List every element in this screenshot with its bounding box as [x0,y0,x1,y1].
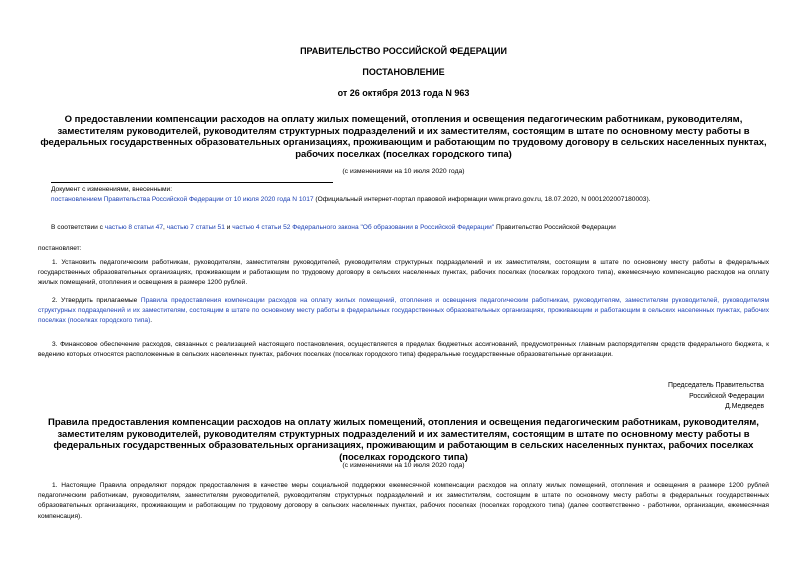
signature-position: Председатель Правительства [668,382,764,389]
clause-2-end: . [150,317,153,325]
intro-paragraph [51,223,771,233]
clause-2-text: 2. Утвердить прилагаемые [52,297,141,304]
changes-note: (с изменениями на 10 июля 2020 года) [342,168,465,175]
doc-changes-block [51,185,771,205]
document-type-heading: ПОСТАНОВЛЕНИЕ [362,67,445,77]
divider [51,182,333,183]
clause-3: 3. Финансовое обеспечение расходов, связанных с реализацией настоящего постановления, осуществляется в пределах бюджетных ассигнований, предусмотренных главным распорядителям средств федерального бюджета, к ведению которых относятся расположенные в сельских населенных пунктах, рабочих поселках (поселках городского типа) федеральные государственные образовательные организации. [38,341,769,359]
rules-changes-note: (с изменениями на 10 июля 2020 года) [342,462,465,469]
intro-text-3: и [224,224,233,231]
intro-text-4: Правительство Российской Федерации [494,224,616,231]
clause-2 [38,296,769,327]
rules-title: Правила предоставления компенсации расходов на оплату жилых помещений, отопления и освещения педагогическим работникам, руководителям, заместителям руководителей, руководителям структурных подразделений и их заместителям, состоящим в штате по основному месту работы в федеральных государственных образовательных организациях, проживающим и работающим в сельских населенных пунктах, рабочих поселках (поселках городского типа) [48,417,759,463]
signature-block [668,381,764,413]
document-title: О предоставлении компенсации расходов на оплату жилых помещений, отопления и освещения педагогическим работникам, руководителям, заместителям руководителей, руководителям структурных подразделений и их заместителям, состоящим в штате по основному месту работы в федеральных государственных образовательных организациях, проживающим и работающим по трудовому договору в сельских населенных пунктах, рабочих поселках (поселках городского типа) [40,114,767,160]
law-link-art52[interactable]: частью 4 статьи 52 Федерального закона "Об образовании в Российской Федерации" [232,224,495,231]
clause-1: 1. Установить педагогическим работникам, руководителям, заместителям руководителей, руководителям структурных подразделений и их заместителям, состоящим в штате по основному месту работы в федеральных государственных образовательных организациях, проживающим и работающим по трудовому договору в сельских населенных пунктах, рабочих поселках (поселках городского типа), ежемесячную компенсацию расходов на оплату жилых помещений, отопления и освещения в размере 1200 рублей. [38,259,769,287]
amendment-link[interactable]: постановлением Правительства Российской Федерации от 10 июля 2020 года N 1017 [51,196,314,204]
government-heading: ПРАВИТЕЛЬСТВО РОССИЙСКОЙ ФЕДЕРАЦИИ [300,46,507,56]
resolves-label: постановляет: [38,245,82,252]
doc-changes-label: Документ с изменениями, внесенными: [51,186,173,193]
amendment-source: (Официальный интернет-портал правовой информации www.pravo.gov.ru, 18.07.2020, N 0001202007180003). [313,196,651,204]
document-date-heading: от 26 октября 2013 года N 963 [337,88,470,98]
rules-clause-1: 1. Настоящие Правила определяют порядок предоставления в качестве меры социальной поддержки ежемесячной компенсации расходов на оплату жилых помещений, отопления и освещения в размере 1200 рублей педагогическим работникам, руководителям, заместителям руководителей, руководителям структурных подразделений и их заместителям, состоящим в штате по основному месту работы в федеральных государственных образовательных организациях, проживающим и работающим по трудовому договору в сельских населенных пунктах, рабочих поселках (поселках городского типа) (далее соответственно - работники, организации, ежемесячная компенсация). [38,482,769,520]
signature-country: Российской Федерации [689,392,764,400]
signature-name: Д.Медведев [725,403,764,410]
intro-text-2: , [162,224,167,231]
rules-link[interactable]: Правила предоставления компенсации расходов на оплату жилых помещений, отопления и освещения педагогическим работникам, руководителям, заместителям руководителей, руководителям структурных подразделений и их заместителям, состоящим в штате по основному месту работы в федеральных государственных образовательных организациях, проживающим и работающим в сельских населенных пунктах, рабочих поселках (поселках городского типа) [38,297,769,325]
intro-text-1: В соответствии с [51,224,105,231]
law-link-art51[interactable]: частью 7 статьи 51 [166,224,225,231]
law-link-art47[interactable]: частью 8 статьи 47 [104,224,163,231]
